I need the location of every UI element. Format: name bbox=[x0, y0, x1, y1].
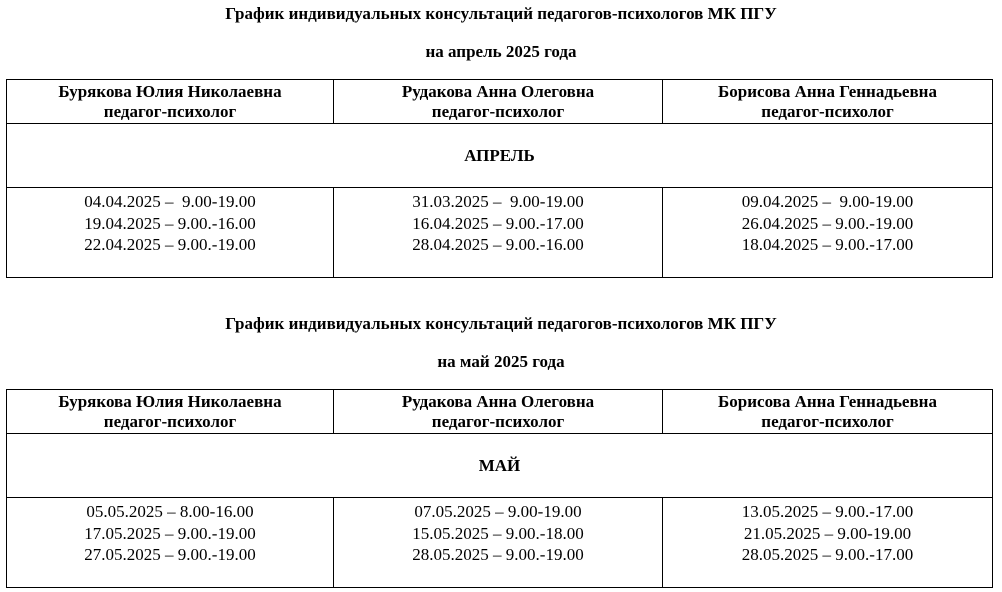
psychologist-role: педагог-психолог bbox=[431, 411, 565, 431]
psychologist-header bbox=[663, 390, 993, 434]
month-row bbox=[7, 434, 993, 498]
consultation-slot: 18.04.2025 – 9.00.-17.00 bbox=[741, 235, 914, 254]
psychologist-name: Бурякова Юлия Николаевна bbox=[58, 391, 282, 411]
consultation-slots bbox=[334, 498, 663, 588]
schedule-title: График индивидуальных консультаций педагогов-психологов МК ПГУ bbox=[225, 4, 777, 23]
consultation-slots bbox=[663, 498, 993, 588]
header-row bbox=[7, 80, 993, 124]
psychologist-name: Бурякова Юлия Николаевна bbox=[58, 81, 282, 101]
consultation-slot: 27.05.2025 – 9.00.-19.00 bbox=[84, 545, 256, 564]
consultation-slot: 05.05.2025 – 8.00-16.00 bbox=[86, 502, 254, 521]
month-label: АПРЕЛЬ bbox=[7, 124, 993, 188]
psychologist-header bbox=[7, 80, 334, 124]
consultation-slot: 28.05.2025 – 9.00.-17.00 bbox=[741, 545, 914, 564]
psychologist-header bbox=[7, 390, 334, 434]
month-row bbox=[7, 124, 993, 188]
month-label: МАЙ bbox=[7, 434, 993, 498]
consultation-slot: 26.04.2025 – 9.00.-19.00 bbox=[741, 213, 914, 233]
schedule-title: График индивидуальных консультаций педагогов-психологов МК ПГУ bbox=[225, 314, 777, 333]
consultation-slot: 09.04.2025 – 9.00-19.00 bbox=[741, 192, 914, 211]
consultation-slot: 28.04.2025 – 9.00.-16.00 bbox=[412, 235, 584, 254]
psychologist-role: педагог-психолог bbox=[761, 101, 894, 121]
psychologist-role: педагог-психолог bbox=[103, 411, 237, 431]
consultation-slots bbox=[663, 188, 993, 278]
slots-row bbox=[7, 188, 993, 278]
consultation-slot: 04.04.2025 – 9.00-19.00 bbox=[84, 192, 256, 211]
psychologist-name: Рудакова Анна Олеговна bbox=[401, 391, 595, 411]
psychologist-header bbox=[334, 80, 663, 124]
consultation-slot: 19.04.2025 – 9.00.-16.00 bbox=[84, 213, 256, 233]
psychologist-header bbox=[663, 80, 993, 124]
consultation-slots bbox=[7, 498, 334, 588]
schedule-period: на апрель 2025 года bbox=[425, 42, 577, 61]
psychologist-role: педагог-психолог bbox=[761, 411, 894, 431]
consultation-slot: 16.04.2025 – 9.00.-17.00 bbox=[412, 213, 584, 233]
psychologist-role: педагог-психолог bbox=[431, 101, 565, 121]
psychologist-role: педагог-психолог bbox=[103, 101, 237, 121]
consultation-slots bbox=[7, 188, 334, 278]
consultation-slot: 07.05.2025 – 9.00-19.00 bbox=[414, 502, 582, 521]
consultation-slot: 13.05.2025 – 9.00.-17.00 bbox=[741, 502, 914, 521]
slots-row bbox=[7, 498, 993, 588]
header-row bbox=[7, 390, 993, 434]
consultation-slot: 17.05.2025 – 9.00.-19.00 bbox=[84, 523, 256, 543]
psychologist-name: Рудакова Анна Олеговна bbox=[401, 81, 595, 101]
consultation-slot: 28.05.2025 – 9.00.-19.00 bbox=[412, 545, 584, 564]
schedule-period: на май 2025 года bbox=[437, 352, 565, 371]
psychologist-name: Борисова Анна Геннадьевна bbox=[718, 391, 937, 411]
psychologist-name: Борисова Анна Геннадьевна bbox=[718, 81, 937, 101]
schedule-table bbox=[6, 79, 993, 278]
psychologist-header bbox=[334, 390, 663, 434]
consultation-slot: 31.03.2025 – 9.00-19.00 bbox=[412, 192, 584, 211]
consultation-slot: 22.04.2025 – 9.00.-19.00 bbox=[84, 235, 256, 254]
consultation-slots bbox=[334, 188, 663, 278]
schedule-table bbox=[6, 389, 993, 588]
consultation-slot: 15.05.2025 – 9.00.-18.00 bbox=[412, 523, 584, 543]
consultation-slot: 21.05.2025 – 9.00-19.00 bbox=[743, 523, 912, 543]
